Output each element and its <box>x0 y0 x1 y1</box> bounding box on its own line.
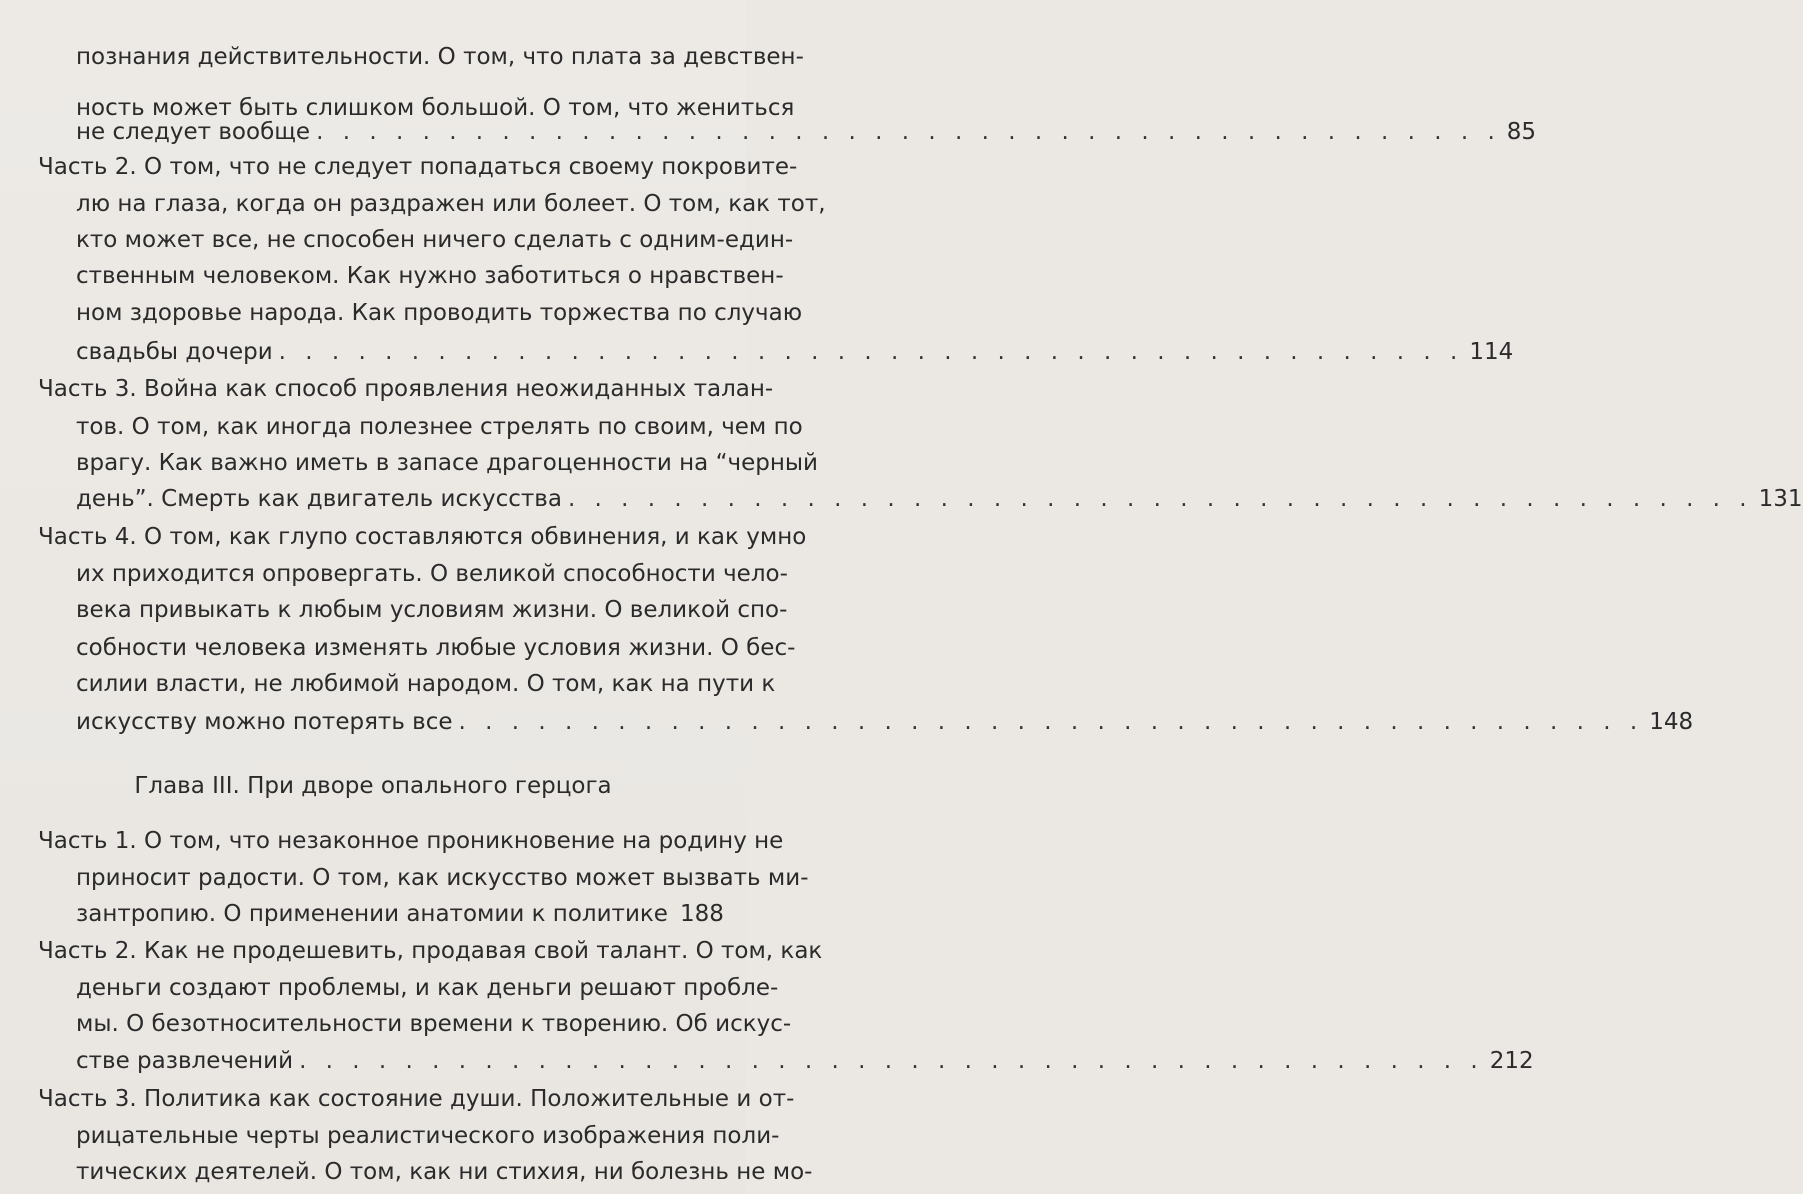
toc-line-text: стве развлечений <box>76 1048 294 1074</box>
toc-line-text: свадьбы дочери <box>76 339 273 365</box>
toc-line: мы. О безотносительности времени к творению. Об искус- <box>76 1011 792 1037</box>
toc-line: ственным человеком. Как нужно заботиться о нравствен- <box>76 263 784 289</box>
leader-dots: . . . . . . . . . . . . . . . . . . . . . . . . . . . . . . . . . . . . . . . . . . . . . <box>316 119 1501 145</box>
page-number: 212 <box>1489 1048 1534 1074</box>
toc-line: века привыкать к любым условиям жизни. О великой спо- <box>76 597 788 623</box>
chapter-heading: Глава III. При дворе опального герцога <box>134 773 612 799</box>
toc-line: рицательные черты реалистического изображения поли- <box>76 1123 780 1149</box>
leader-dots: . . . . . . . . . . . . . . . . . . . . . . . . . . . . . . . . . . . . . . . . . . . . . <box>458 709 1644 735</box>
toc-line: Часть 2. Как не продешевить, продавая свой талант. О том, как <box>38 938 823 964</box>
toc-line: тов. О том, как иногда полезнее стрелять по своим, чем по <box>76 414 803 440</box>
page-number: 85 <box>1506 119 1537 145</box>
toc-line-text: зантропию. О применении анатомии к политике <box>76 901 668 927</box>
page-number: 188 <box>679 901 724 927</box>
toc-line: ном здоровье народа. Как проводить торжества по случаю <box>76 300 803 326</box>
toc-line-with-page <box>76 703 1694 741</box>
toc-line-text: искусству можно потерять все <box>76 709 453 735</box>
toc-line: Часть 3. Война как способ проявления неожиданных талан- <box>38 376 774 402</box>
toc-line-with-page <box>76 480 1803 518</box>
toc-line-with-page <box>76 895 722 933</box>
toc-line: кто может все, не способен ничего сделать с одним-един- <box>76 227 794 253</box>
toc-line-with-page <box>76 333 1514 371</box>
toc-line: собности человека изменять любые условия жизни. О бес- <box>76 635 796 661</box>
toc-line-with-page <box>76 1042 1534 1080</box>
page-number: 148 <box>1649 709 1694 735</box>
toc-line-with-page <box>76 113 1537 151</box>
toc-line-text: не следует вообще <box>76 119 311 145</box>
toc-line: Часть 1. О том, что незаконное проникновение на родину не <box>38 828 784 854</box>
toc-line: ность может быть слишком большой. О том, что жениться <box>76 95 795 121</box>
toc-line: их приходится опровергать. О великой способности чело- <box>76 561 788 587</box>
toc-line: лю на глаза, когда он раздражен или болеет. О том, как тот, <box>76 191 826 217</box>
toc-line: Часть 3. Политика как состояние души. Положительные и от- <box>38 1086 795 1112</box>
toc-line: тических деятелей. О том, как ни стихия, ни болезнь не мо- <box>76 1159 813 1185</box>
leader-dots: . . . . . . . . . . . . . . . . . . . . . . . . . . . . . . . . . . . . . . . . . . . . . <box>299 1048 1484 1074</box>
toc-line-text: день”. Смерть как двигатель искусства <box>76 486 562 512</box>
toc-line: деньги создают проблемы, и как деньги решают пробле- <box>76 975 779 1001</box>
leader-dots: . . . . . . . . . . . . . . . . . . . . . . . . . . . . . . . . . . . . . . . . . . . . . <box>278 339 1464 365</box>
toc-line: Часть 2. О том, что не следует попадаться своему покровите- <box>38 154 798 180</box>
page-number: 114 <box>1469 339 1514 365</box>
toc-line: познания действительности. О том, что плата за девствен- <box>76 44 804 70</box>
toc-line: Часть 4. О том, как глупо составляются обвинения, и как умно <box>38 524 807 550</box>
toc-line: силии власти, не любимой народом. О том, как на пути к <box>76 671 776 697</box>
leader-dots: . . . . . . . . . . . . . . . . . . . . . . . . . . . . . . . . . . . . . . . . . . . . . <box>567 486 1753 512</box>
toc-line: врагу. Как важно иметь в запасе драгоценности на “черный <box>76 450 818 476</box>
toc-line: приносит радости. О том, как искусство может вызвать ми- <box>76 865 809 891</box>
page-number: 131 <box>1758 486 1803 512</box>
